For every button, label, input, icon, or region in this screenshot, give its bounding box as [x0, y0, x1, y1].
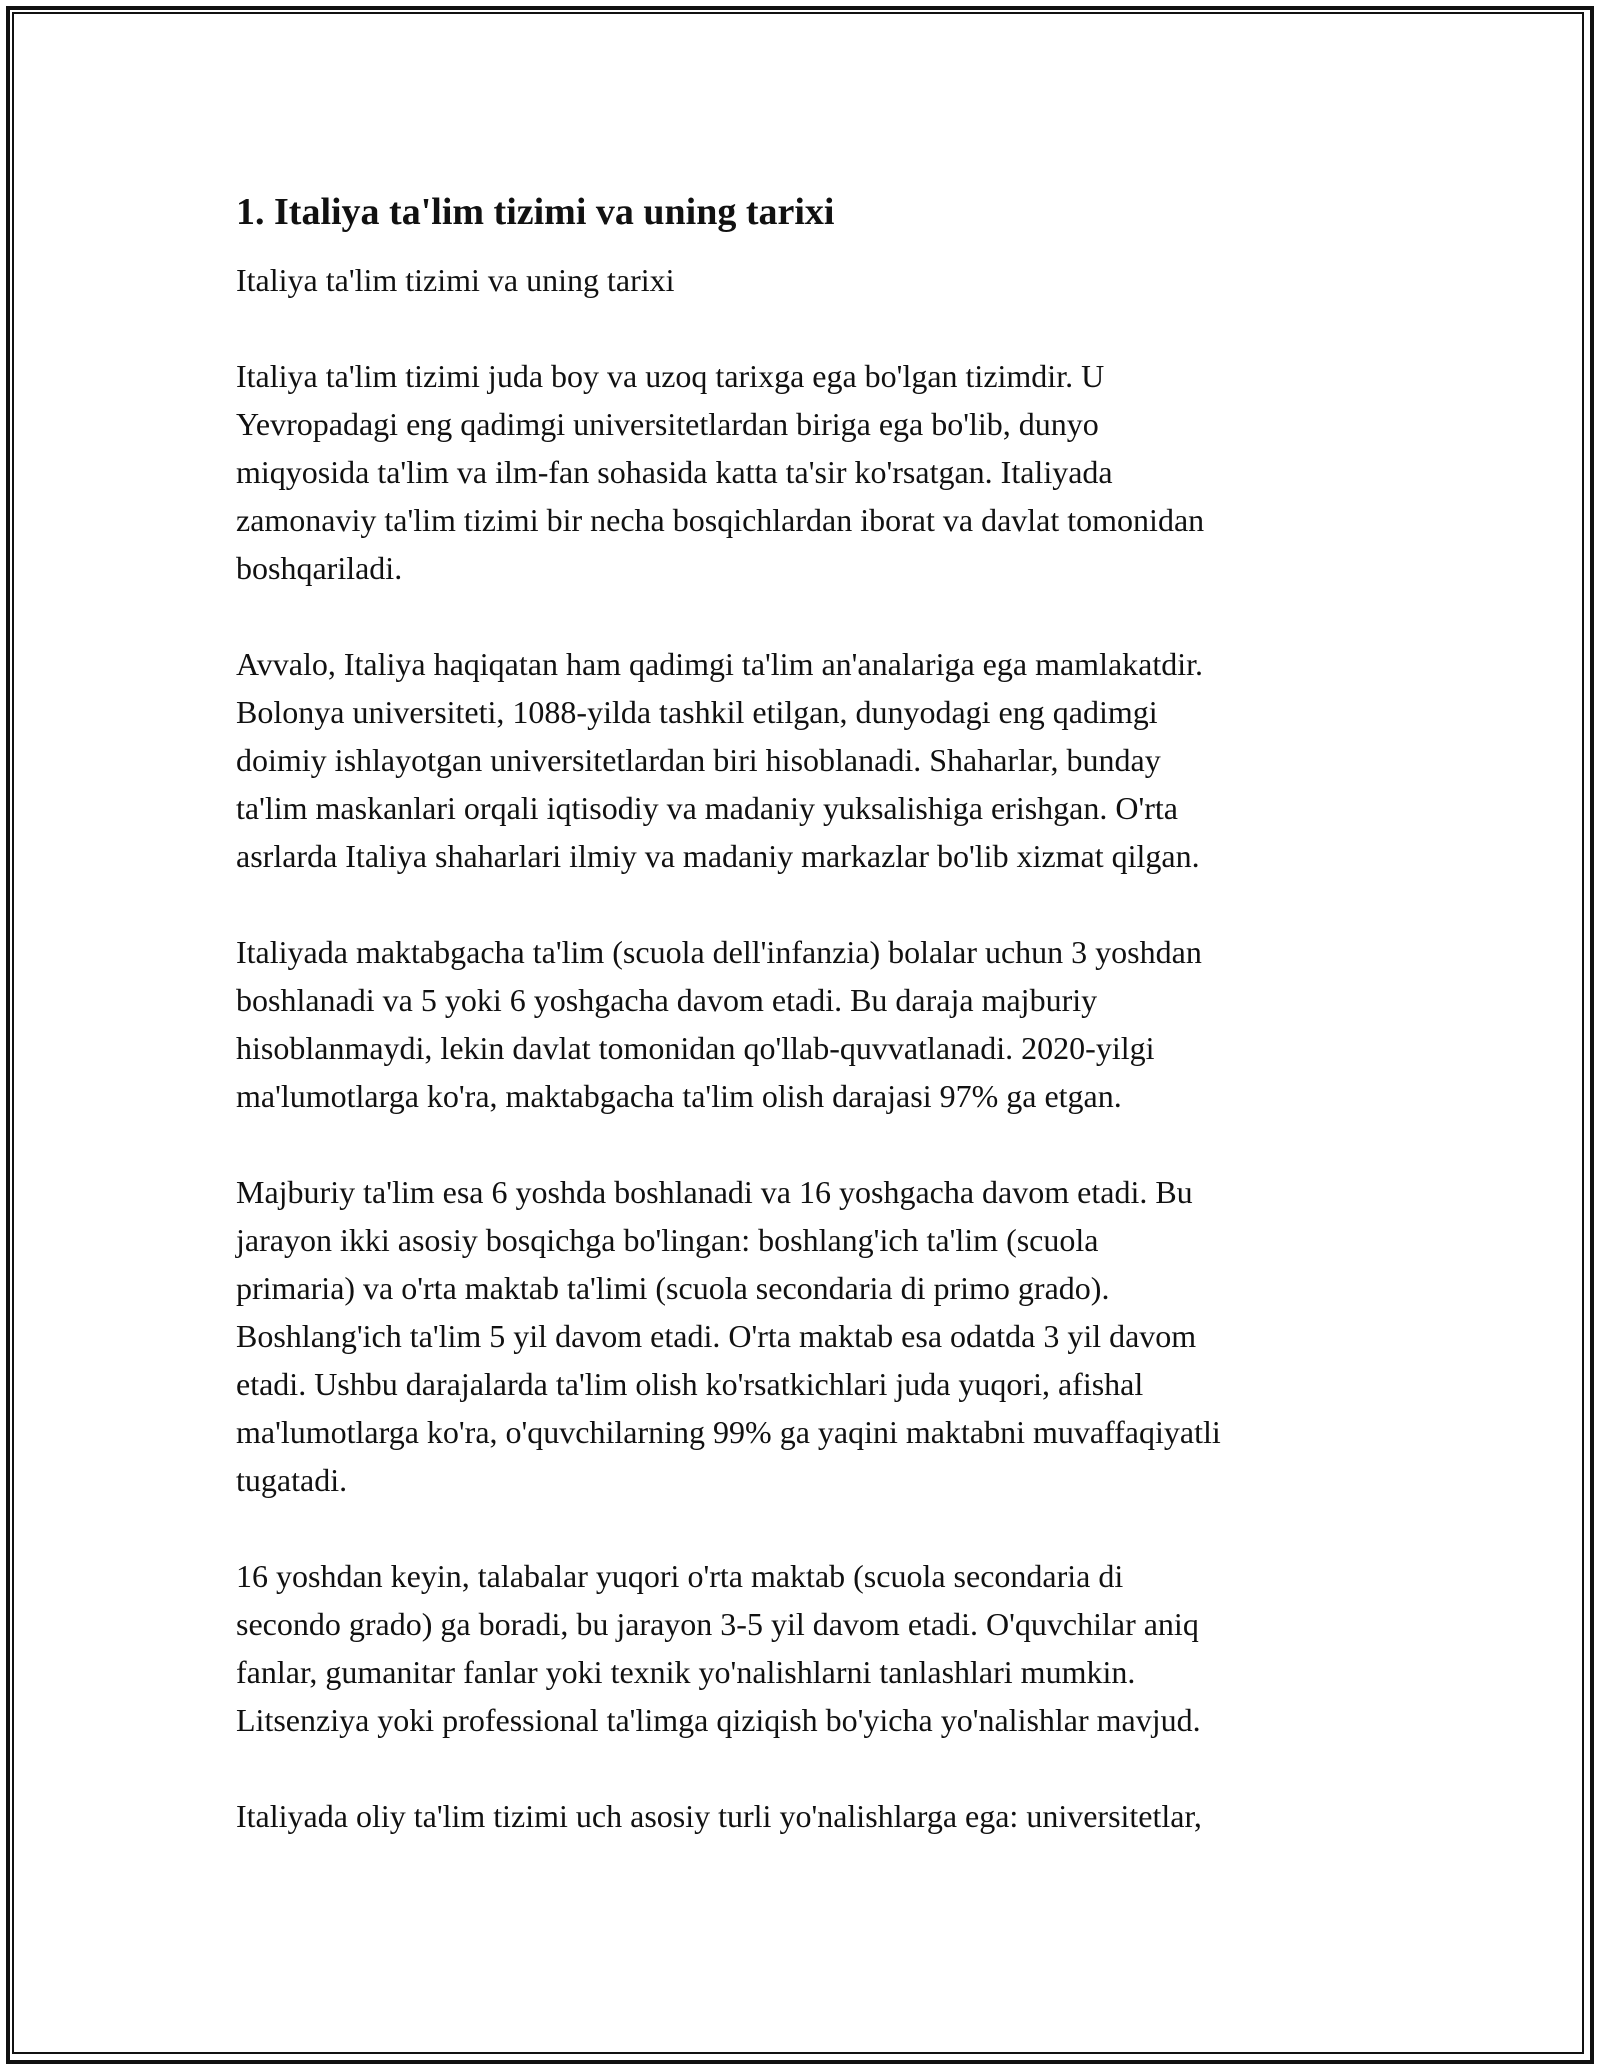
paragraph-history-overview: Italiya ta'lim tizimi juda boy va uzoq tarixga ega bo'lgan tizimdir. U Yevropadagi eng qadimgi universitetlardan biriga ega bo'lib, dunyo miqyosida ta'lim va ilm-fan sohasida katta ta'sir ko'rsatgan. Italiyada zamonaviy ta'lim tizimi bir necha bosqichlardan iborat va davlat tomonidan boshqariladi.: [236, 358, 1205, 586]
paragraph-upper-secondary: 16 yoshdan keyin, talabalar yuqori o'rta maktab (scuola secondaria di secondo grado) ga boradi, bu jarayon 3-5 yil davom etadi. O'quvchilar aniq fanlar, gumanitar fanlar yoki texnik yo'nalishlarni tanlashlari mumkin. Litsenziya yoki professional ta'limga qiziqish bo'yicha yo'nalishlar mavjud.: [236, 1558, 1201, 1738]
document-body: [236, 186, 1386, 1888]
paragraph-ancient-traditions: Avvalo, Italiya haqiqatan ham qadimgi ta'lim an'analariga ega mamlakatdir. Bolonya universiteti, 1088-yilda tashkil etilgan, dunyodagi eng qadimgi doimiy ishlayotgan universitetlardan biri hisoblanadi. Shaharlar, bunday ta'lim maskanlari orqali iqtisodiy va madaniy yuksalishiga erishgan. O'rta asrlarda Italiya shaharlari ilmiy va madaniy markazlar bo'lib xizmat qilgan.: [236, 646, 1204, 874]
paragraph-preschool: Italiyada maktabgacha ta'lim (scuola dell'infanzia) bolalar uchun 3 yoshdan boshlanadi va 5 yoki 6 yoshgacha davom etadi. Bu daraja majburiy hisoblanmaydi, lekin davlat tomonidan qo'llab-quvvatlanadi. 2020-yilgi ma'lumotlarga ko'ra, maktabgacha ta'lim olish darajasi 97% ga etgan.: [236, 934, 1202, 1114]
paragraph-higher-education: Italiyada oliy ta'lim tizimi uch asosiy turli yo'nalishlarga ega: universitetlar,: [236, 1798, 1202, 1834]
section-heading: 1. Italiya ta'lim tizimi va uning tarixi: [236, 191, 835, 233]
section-subtitle: Italiya ta'lim tizimi va uning tarixi: [236, 262, 675, 298]
paragraph-compulsory-education: Majburiy ta'lim esa 6 yoshda boshlanadi va 16 yoshgacha davom etadi. Bu jarayon ikki asosiy bosqichga bo'lingan: boshlang'ich ta'lim (scuola primaria) va o'rta maktab ta'limi (scuola secondaria di primo grado). Boshlang'ich ta'lim 5 yil davom etadi. O'rta maktab esa odatda 3 yil davom etadi. Ushbu darajalarda ta'lim olish ko'rsatkichlari juda yuqori, afishal ma'lumotlarga ko'ra, o'quvchilarning 99% ga yaqini maktabni muvaffaqiyatli tugatadi.: [236, 1174, 1221, 1498]
